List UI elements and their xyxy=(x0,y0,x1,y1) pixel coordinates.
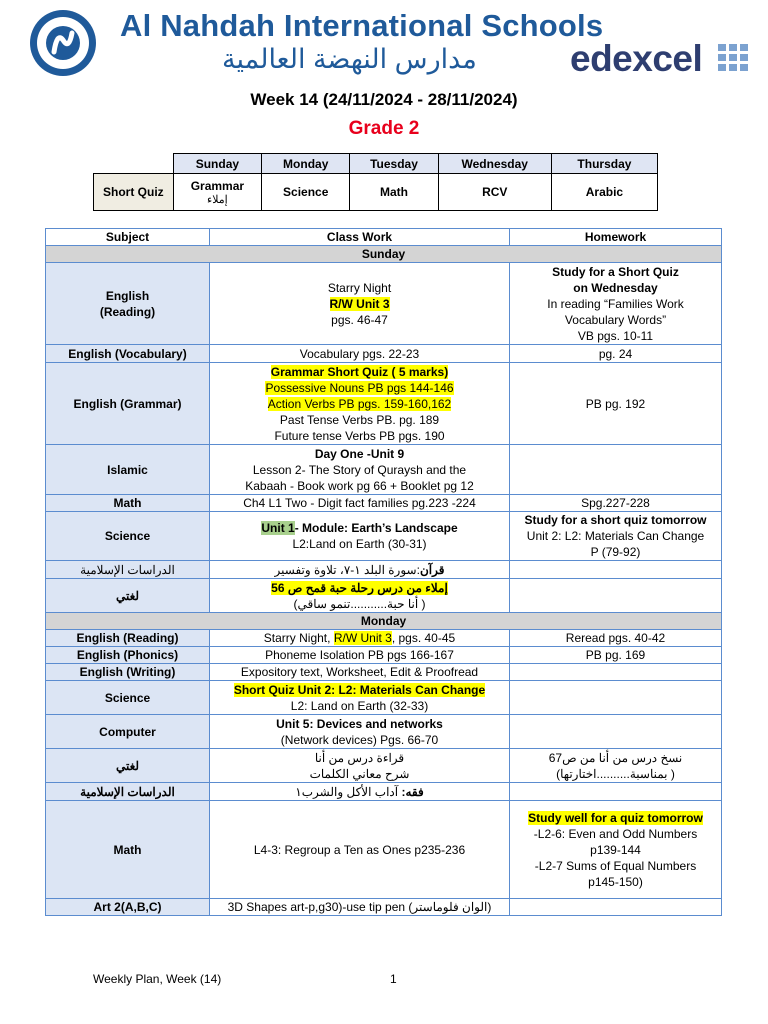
classwork-cell xyxy=(210,783,510,801)
subject-line: (Reading) xyxy=(99,304,156,319)
quiz-thursday: Arabic xyxy=(551,174,657,211)
cw-line: , pgs. 40-45 xyxy=(391,631,456,645)
classwork-cell: Ch4 L1 Two - Digit fact families pg.223 -224 xyxy=(210,495,510,512)
cw-line: Day One -Unit 9 xyxy=(314,446,405,461)
classwork-cell xyxy=(210,263,510,345)
quiz-day-header: Wednesday xyxy=(438,154,551,174)
hw-line: on Wednesday xyxy=(573,280,658,295)
table-row xyxy=(46,664,722,681)
table-row xyxy=(46,345,722,363)
homework-cell: Spg.227-228 xyxy=(510,495,722,512)
quiz-row xyxy=(94,174,658,211)
subject-cell: Math xyxy=(46,801,210,899)
classwork-cell xyxy=(210,561,510,579)
homework-cell: PB pg. 192 xyxy=(510,363,722,445)
hw-line: Study for a Short Quiz xyxy=(552,264,679,279)
cw-highlight: إملاء من درس رحلة حبة قمح ص 56 xyxy=(271,580,448,595)
cw-line: (Network devices) Pgs. 66-70 xyxy=(280,732,439,747)
cw-line: Past Tense Verbs PB. pg. 189 xyxy=(279,412,440,427)
homework-cell xyxy=(510,664,722,681)
table-row xyxy=(46,647,722,664)
subject-cell: لغتي xyxy=(46,749,210,783)
homework-cell: PB pg. 169 xyxy=(510,647,722,664)
table-row xyxy=(46,512,722,561)
subject-cell: English (Grammar) xyxy=(46,363,210,445)
table-row xyxy=(46,899,722,916)
column-header-subject: Subject xyxy=(46,229,210,246)
subject-cell: Science xyxy=(46,512,210,561)
day-label: Sunday xyxy=(46,246,722,263)
cw-highlight: R/W Unit 3 xyxy=(333,631,392,645)
table-row xyxy=(46,749,722,783)
classwork-cell: Expository text, Worksheet, Edit & Proofread xyxy=(210,664,510,681)
classwork-cell: L4-3: Regroup a Ten as Ones p235-236 xyxy=(210,801,510,899)
hw-line: In reading “Families Work xyxy=(547,296,684,311)
classwork-cell: 3D Shapes art-p,g30)-use tip pen (الوان فلوماستر) xyxy=(210,899,510,916)
grade-title: Grade 2 xyxy=(348,118,420,139)
subject-cell: Computer xyxy=(46,715,210,749)
cw-line: ( أنا حبة...........تنمو ساقي) xyxy=(293,596,426,611)
homework-cell xyxy=(510,445,722,495)
subject-cell: Islamic xyxy=(46,445,210,495)
cw-highlight: Unit 1 xyxy=(261,521,295,535)
cw-highlight: Short Quiz Unit 2: L2: Materials Can Change xyxy=(233,682,486,697)
quiz-day-header: Thursday xyxy=(551,154,657,174)
quiz-sunday-en: Grammar xyxy=(190,178,245,193)
cw-line: آداب الأكل والشرب١ xyxy=(295,784,402,799)
cw-highlight: Grammar Short Quiz ( 5 marks) xyxy=(270,364,449,379)
quiz-wednesday: RCV xyxy=(438,174,551,211)
cw-line: Starry Night xyxy=(327,280,392,295)
cw-line: Kabaah - Book work pg 66 + Booklet pg 12 xyxy=(245,478,474,493)
quiz-monday: Science xyxy=(262,174,350,211)
classwork-cell: Vocabulary pgs. 22-23 xyxy=(210,345,510,363)
quiz-tuesday: Math xyxy=(350,174,438,211)
edexcel-grid-icon xyxy=(718,44,752,74)
school-logo xyxy=(30,10,96,76)
hw-line: p145-150) xyxy=(588,874,643,889)
subject-cell: Science xyxy=(46,681,210,715)
subject-cell: لغتي xyxy=(46,579,210,613)
hw-line: -L2-7 Sums of Equal Numbers xyxy=(534,858,697,873)
subject-cell: Art 2(A,B,C) xyxy=(46,899,210,916)
column-header-classwork: Class Work xyxy=(210,229,510,246)
week-title: Week 14 (24/11/2024 - 28/11/2024) xyxy=(250,90,518,109)
hw-line: P (79-92) xyxy=(590,545,641,559)
homework-cell xyxy=(510,715,722,749)
homework-cell: pg. 24 xyxy=(510,345,722,363)
subject-line: English xyxy=(105,288,150,303)
table-row xyxy=(46,801,722,899)
hw-line: -L2-6: Even and Odd Numbers xyxy=(533,826,698,841)
classwork-cell xyxy=(210,681,510,715)
quiz-row-label: Short Quiz xyxy=(94,174,174,211)
cw-line: شرح معاني الكلمات xyxy=(309,766,410,781)
cw-line: L2:Land on Earth (30-31) xyxy=(292,537,427,551)
classwork-cell xyxy=(210,363,510,445)
quiz-day-header: Monday xyxy=(262,154,350,174)
table-row xyxy=(46,263,722,345)
subject-cell: English (Writing) xyxy=(46,664,210,681)
cw-line: Future tense Verbs PB pgs. 190 xyxy=(274,428,445,443)
homework-cell xyxy=(510,561,722,579)
plan-column-headers xyxy=(46,229,722,246)
classwork-cell xyxy=(210,630,510,647)
classwork-cell xyxy=(210,715,510,749)
quiz-header-row xyxy=(94,154,658,174)
edexcel-logo: edexcel xyxy=(570,38,703,79)
cw-line: L2: Land on Earth (32-33) xyxy=(290,698,429,713)
cw-highlight: Possessive Nouns PB pgs 144-146 xyxy=(265,380,454,395)
homework-cell xyxy=(510,681,722,715)
subject-cell: English (Phonics) xyxy=(46,647,210,664)
school-logo-icon xyxy=(45,24,81,62)
quiz-corner-cell xyxy=(94,154,174,174)
footer-label: Weekly Plan, Week (14) xyxy=(93,972,222,986)
quiz-day-header: Tuesday xyxy=(350,154,438,174)
homework-cell xyxy=(510,263,722,345)
subject-cell: English (Reading) xyxy=(46,630,210,647)
hw-line: Vocabulary Words” xyxy=(564,312,667,327)
short-quiz-table xyxy=(93,153,658,211)
subject-cell: English (Vocabulary) xyxy=(46,345,210,363)
homework-cell xyxy=(510,579,722,613)
table-row xyxy=(46,630,722,647)
cw-line: Lesson 2- The Story of Quraysh and the xyxy=(252,462,467,477)
homework-cell xyxy=(510,899,722,916)
hw-line: نسخ درس من أنا من ص67 xyxy=(548,750,683,765)
subject-cell: الدراسات الإسلامية xyxy=(46,783,210,801)
subject-cell: Math xyxy=(46,495,210,512)
cw-label: قرآن xyxy=(419,562,445,577)
hw-highlight: Study well for a quiz tomorrow xyxy=(528,810,703,825)
homework-cell xyxy=(510,512,722,561)
hw-line: VB pgs. 10-11 xyxy=(577,328,654,343)
hw-line: Unit 2: L2: Materials Can Change xyxy=(526,529,705,543)
classwork-cell xyxy=(210,512,510,561)
school-name-english: Al Nahdah International Schools xyxy=(120,8,604,43)
homework-cell: Reread pgs. 40-42 xyxy=(510,630,722,647)
cw-line: - Module: Earth’s Landscape xyxy=(294,521,458,535)
table-row xyxy=(46,363,722,445)
homework-cell xyxy=(510,749,722,783)
cw-line: Starry Night, xyxy=(263,631,334,645)
classwork-cell xyxy=(210,749,510,783)
table-row xyxy=(46,445,722,495)
table-row xyxy=(46,715,722,749)
table-row xyxy=(46,579,722,613)
table-row xyxy=(46,495,722,512)
day-row-monday xyxy=(46,613,722,630)
homework-cell xyxy=(510,801,722,899)
cw-highlight: Action Verbs PB pgs. 159-160,162 xyxy=(267,396,452,411)
cw-label: فقه: xyxy=(401,784,424,799)
quiz-sunday-ar: إملاء xyxy=(207,193,228,206)
cw-line: قراءة درس من أنا xyxy=(314,750,405,765)
hw-line: ( بمناسبة..........اختارتها) xyxy=(556,766,675,781)
table-row xyxy=(46,561,722,579)
page-number: 1 xyxy=(390,972,397,986)
weekly-plan-table xyxy=(45,228,722,916)
classwork-cell xyxy=(210,579,510,613)
hw-line: p139-144 xyxy=(590,842,641,857)
table-row xyxy=(46,681,722,715)
school-name-arabic: مدارس النهضة العالمية xyxy=(222,44,477,74)
column-header-homework: Homework xyxy=(510,229,722,246)
cw-line: Unit 5: Devices and networks xyxy=(276,716,443,731)
quiz-sunday xyxy=(173,174,261,211)
quiz-day-header: Sunday xyxy=(173,154,261,174)
day-row-sunday xyxy=(46,246,722,263)
classwork-cell: Phoneme Isolation PB pgs 166-167 xyxy=(210,647,510,664)
cw-line: :سورة البلد ١-٧، تلاوة وتفسير xyxy=(274,562,420,577)
subject-cell xyxy=(46,263,210,345)
homework-cell xyxy=(510,783,722,801)
cw-line: pgs. 46-47 xyxy=(331,312,388,327)
hw-line: Study for a short quiz tomorrow xyxy=(524,513,707,527)
classwork-cell xyxy=(210,445,510,495)
subject-cell: الدراسات الإسلامية xyxy=(46,561,210,579)
table-row xyxy=(46,783,722,801)
cw-highlight: R/W Unit 3 xyxy=(329,296,390,311)
day-label: Monday xyxy=(46,613,722,630)
